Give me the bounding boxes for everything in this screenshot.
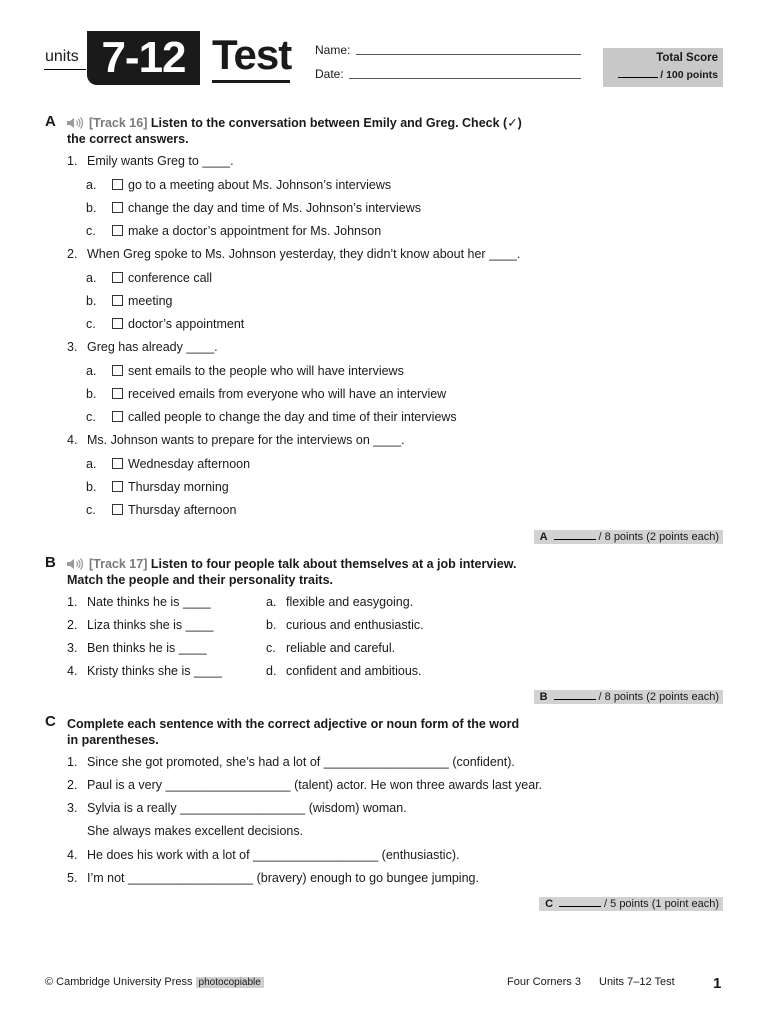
option-text: make a doctor’s appointment for Ms. Johnson — [128, 224, 382, 238]
option-3a — [86, 364, 404, 378]
section-c-subtotal — [539, 897, 723, 911]
trait-letter: c. — [266, 641, 276, 655]
checkbox[interactable] — [112, 318, 123, 329]
option-letter: b. — [86, 201, 97, 215]
option-letter: a. — [86, 364, 97, 378]
question-number: 4. — [67, 433, 78, 447]
trait-letter: d. — [266, 664, 277, 678]
question-number: 3. — [67, 340, 78, 354]
person-number: 3. — [67, 641, 78, 655]
person-text: Nate thinks he is ____ — [87, 595, 211, 609]
checkbox[interactable] — [112, 504, 123, 515]
checkbox[interactable] — [112, 295, 123, 306]
question-4 — [67, 433, 405, 447]
footer-book: Four Corners 3 — [507, 976, 581, 988]
question-2 — [67, 247, 520, 261]
section-b-instruction — [89, 556, 516, 572]
trait-letter: a. — [266, 595, 277, 609]
sentence-number: 4. — [67, 848, 78, 862]
option-1c — [86, 224, 381, 238]
person-text: Ben thinks he is ____ — [87, 641, 207, 655]
person-1 — [67, 595, 211, 609]
trait-text: confident and ambitious. — [286, 664, 422, 678]
section-c-letter: C — [45, 713, 56, 730]
checkbox[interactable] — [112, 225, 123, 236]
option-1a — [86, 178, 391, 192]
trait-text: flexible and easygoing. — [286, 595, 414, 609]
subtotal-text: / 8 points (2 points each) — [598, 691, 719, 703]
page-number: 1 — [713, 975, 722, 992]
section-a-letter: A — [45, 113, 56, 130]
option-2b — [86, 294, 172, 308]
subtotal-letter: C — [545, 898, 554, 910]
section-b-subtotal — [534, 690, 723, 704]
units-label: units — [45, 48, 79, 65]
checkbox[interactable] — [112, 202, 123, 213]
name-field[interactable] — [356, 54, 581, 55]
sentence-text: He does his work with a lot of __________________ (enthusiastic). — [87, 848, 460, 862]
section-b-track: [Track 17] — [89, 557, 148, 571]
subtotal-blank[interactable] — [554, 532, 596, 540]
checkbox[interactable] — [112, 179, 123, 190]
copyright: © Cambridge University Press — [45, 976, 193, 988]
sentence-text: Sylvia is a really __________________ (wisdom) woman. — [87, 801, 407, 815]
option-letter: a. — [86, 271, 97, 285]
option-4a — [86, 457, 250, 471]
option-letter: b. — [86, 294, 97, 308]
subtotal-letter: B — [539, 691, 548, 703]
section-a-instruction-line2: the correct answers. — [67, 132, 189, 146]
option-text: conference call — [128, 271, 213, 285]
units-underline — [44, 69, 86, 70]
speaker-icon — [66, 557, 84, 571]
subtotal-blank[interactable] — [554, 692, 596, 700]
option-3c — [86, 410, 457, 424]
option-letter: c. — [86, 410, 96, 424]
trait-b — [266, 618, 424, 632]
trait-letter: b. — [266, 618, 277, 632]
footer-left — [45, 976, 264, 988]
question-text: Greg has already ____. — [87, 340, 218, 354]
trait-a — [266, 595, 413, 609]
total-score-points: / 100 points — [660, 69, 718, 81]
sentence-number: 5. — [67, 871, 78, 885]
option-3b — [86, 387, 446, 401]
photocopiable-badge: photocopiable — [196, 977, 264, 988]
sentence-5 — [67, 871, 479, 885]
sentence-2 — [67, 778, 542, 792]
option-4b — [86, 480, 229, 494]
question-text: Emily wants Greg to ____. — [87, 154, 234, 168]
footer-test: Units 7–12 Test — [599, 976, 675, 988]
person-4 — [67, 664, 222, 678]
section-c-instruction-line1: Complete each sentence with the correct adjective or noun form of the word — [67, 717, 520, 731]
subtotal-blank[interactable] — [559, 899, 601, 907]
section-a-instruction-line1: Listen to the conversation between Emily and Greg. Check (✓) — [150, 116, 522, 130]
total-score-label: Total Score — [656, 52, 718, 64]
section-b-letter: B — [45, 554, 56, 571]
section-a-track: [Track 16] — [89, 116, 148, 130]
option-2a — [86, 271, 212, 285]
checkbox[interactable] — [112, 272, 123, 283]
option-text: Thursday morning — [128, 480, 229, 494]
section-c-instruction-line2: in parentheses. — [67, 733, 159, 747]
person-3 — [67, 641, 207, 655]
option-letter: b. — [86, 387, 97, 401]
name-label: Name: — [315, 43, 351, 57]
sentence-3-continued — [67, 824, 303, 838]
person-text: Liza thinks she is ____ — [87, 618, 214, 632]
question-1 — [67, 154, 234, 168]
option-text: go to a meeting about Ms. Johnson’s interviews — [128, 178, 392, 192]
total-score-box — [603, 48, 723, 87]
option-text: doctor’s appointment — [128, 317, 245, 331]
person-number: 2. — [67, 618, 78, 632]
sentence-text: I’m not __________________ (bravery) enough to go bungee jumping. — [87, 871, 479, 885]
trait-text: curious and enthusiastic. — [286, 618, 424, 632]
person-2 — [67, 618, 213, 632]
question-number: 2. — [67, 247, 78, 261]
trait-d — [266, 664, 422, 678]
option-text: meeting — [128, 294, 173, 308]
option-2c — [86, 317, 244, 331]
sentence-number: 1. — [67, 755, 78, 769]
option-text: Wednesday afternoon — [128, 457, 251, 471]
person-number: 1. — [67, 595, 78, 609]
option-letter: c. — [86, 224, 96, 238]
option-text: called people to change the day and time of their interviews — [128, 410, 457, 424]
checkbox[interactable] — [112, 388, 123, 399]
option-letter: b. — [86, 480, 97, 494]
sentence-4 — [67, 848, 459, 862]
checkbox[interactable] — [112, 481, 123, 492]
option-letter: a. — [86, 457, 97, 471]
section-b-instruction-line1: Listen to four people talk about themselves at a job interview. — [150, 557, 517, 571]
question-text: Ms. Johnson wants to prepare for the interviews on ____. — [87, 433, 405, 447]
sentence-text: Paul is a very __________________ (talent) actor. He won three awards last year. — [87, 778, 543, 792]
sentence-number: 2. — [67, 778, 78, 792]
option-text: received emails from everyone who will have an interview — [128, 387, 447, 401]
speaker-icon — [66, 116, 84, 130]
date-field[interactable] — [349, 78, 581, 79]
total-score-blank[interactable] — [618, 69, 658, 78]
sentence-text: Since she got promoted, she’s had a lot of __________________ (confident). — [87, 755, 515, 769]
option-letter: c. — [86, 317, 96, 331]
checkbox[interactable] — [112, 458, 123, 469]
sentence-3 — [67, 801, 407, 815]
option-letter: a. — [86, 178, 97, 192]
section-a-instruction — [89, 115, 522, 131]
checkbox[interactable] — [112, 365, 123, 376]
person-number: 4. — [67, 664, 78, 678]
option-4c — [86, 503, 236, 517]
person-text: Kristy thinks she is ____ — [87, 664, 222, 678]
sentence-text: She always makes excellent decisions. — [87, 824, 304, 838]
sentence-number: 3. — [67, 801, 78, 815]
trait-text: reliable and careful. — [286, 641, 396, 655]
option-1b — [86, 201, 421, 215]
question-text: When Greg spoke to Ms. Johnson yesterday, they didn’t know about her ____. — [87, 247, 521, 261]
checkbox[interactable] — [112, 411, 123, 422]
units-range-badge: 7-12 — [87, 31, 200, 85]
option-letter: c. — [86, 503, 96, 517]
option-text: change the day and time of Ms. Johnson’s interviews — [128, 201, 421, 215]
test-underline — [212, 80, 290, 83]
question-number: 1. — [67, 154, 78, 168]
question-3 — [67, 340, 218, 354]
total-score-line — [618, 69, 718, 81]
subtotal-letter: A — [539, 531, 548, 543]
section-b-instruction-line2: Match the people and their personality traits. — [67, 573, 334, 587]
section-a-subtotal — [534, 530, 723, 544]
subtotal-text: / 8 points (2 points each) — [598, 531, 719, 543]
sentence-1 — [67, 755, 515, 769]
date-label: Date: — [315, 67, 344, 81]
test-title: Test — [212, 31, 292, 78]
option-text: sent emails to the people who will have interviews — [128, 364, 404, 378]
subtotal-text: / 5 points (1 point each) — [604, 898, 719, 910]
option-text: Thursday afternoon — [128, 503, 237, 517]
trait-c — [266, 641, 395, 655]
